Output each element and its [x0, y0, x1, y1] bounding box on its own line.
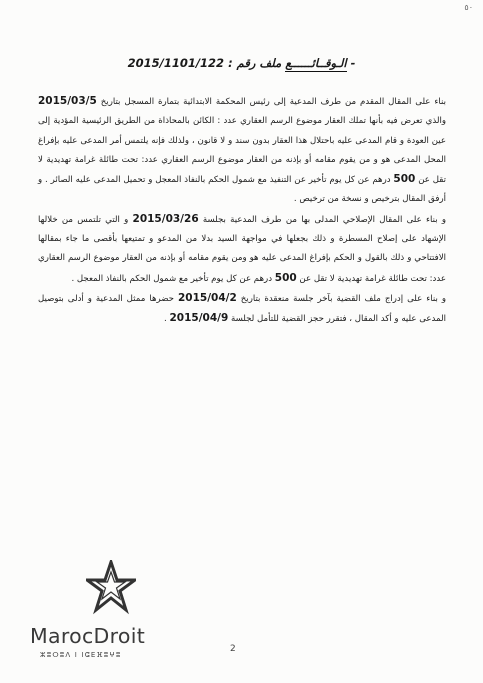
date-value: 2015/04/2 — [177, 291, 237, 304]
star-logo-icon — [86, 560, 136, 616]
paragraph-text: بناء على المقال المقدم من طرف المدعية إلى رئيس المحكمة الابتدائية بتمارة المسجل بتاريخ — [96, 97, 446, 107]
logo-wordmark: MarocDroit — [30, 624, 146, 648]
paragraph-text: . — [164, 314, 170, 325]
amount-value: 500 — [274, 271, 297, 284]
paragraph-2 — [38, 210, 446, 289]
paragraph-text: درهم عن كل يوم تأخير مع شمول الحكم بالنفاذ المعجل . — [71, 273, 275, 284]
heading-title: الـوقــائــــــع — [285, 56, 347, 70]
logo-tagline: ⵣⵓⵔⵓⴷ ⵏ ⵏⵛⴹⴼⵓⵖⵓ — [40, 651, 122, 659]
paragraph-1 — [38, 92, 446, 210]
paragraph-text: و التي تلتمس من خلالها الإشهاد على إصلاح المسطرة و ذلك بجعلها في مواجهة السيد بدلا من المدعو و تمتيعها بأقصى ما جاء بمقالها الافتتاحي و ذلك بالقول و الحكم بإفراغ المدعى عليه هو ومن يقوم مقامه أو بإذنه من العقار موضوع الرسم العقاري عدد: تحت طائلة غرامة تهديدية لا تقل عن — [38, 214, 446, 284]
date-value: 2015/03/26 — [132, 212, 199, 225]
corner-mark: ٥٠ — [464, 3, 473, 12]
paragraph-text: و بناء على المقال الإصلاحي المدلى بها من طرف المدعية بجلسة — [198, 214, 446, 225]
page-number: 2 — [230, 644, 236, 654]
heading-file-label: ملف رقم : — [228, 56, 282, 70]
section-heading — [0, 56, 483, 70]
paragraph-text: درهم عن كل يوم تأخير عن التنفيذ مع شمول الحكم بالنفاذ المعجل و تحميل المدعى عليه الصائر . و أرفق المقال بترخيص و نسخة من ترخيص . — [38, 175, 446, 205]
date-value: 2015/04/9 — [169, 312, 229, 325]
heading-file-number: 2015/1101/122 - — [127, 56, 356, 70]
paragraph-text: حضرها ممثل المدعية و أدلى بتوصيل المدعى عليه و أكد المقال ، فتقرر حجز القضية للتأمل لجلسة — [38, 293, 446, 325]
paragraph-3 — [38, 289, 446, 330]
paragraph-text: و بناء على إدراج ملف القضية بآخر جلسة منعقدة بتاريخ — [236, 293, 446, 304]
date-value: 2015/03/5 — [38, 95, 97, 107]
paragraph-text: والذي تعرض فيه بأنها تملك العقار موضوع الرسم العقاري عدد : الكائن بالمحاذاة من الطريق الرئيسية المؤدية إلى عين العودة و قام المدعى عليه باحتلال هذا العقار بدون سند و لا قانون ، ولذلك فإنه يلتمس أمر المدعى عليه بإفراغ المحل المدعى هو و من يقوم مقامه أو بإذنه من العقار موضوع الرسم العقاري عدد: تحت طائلة غرامة تهديدية لا تقل عن — [38, 116, 446, 186]
amount-value: 500 — [393, 173, 416, 186]
facts-body — [38, 92, 446, 330]
